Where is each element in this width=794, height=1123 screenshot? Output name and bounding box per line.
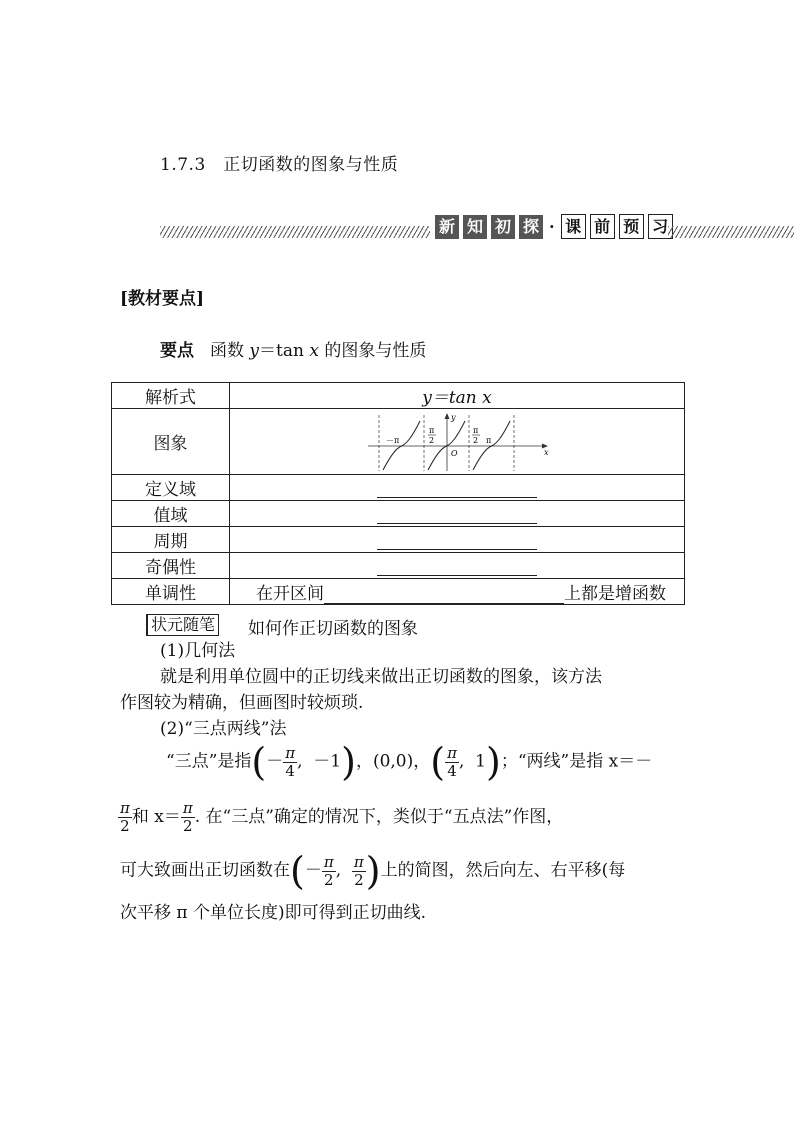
key-point-suffix: 的图象与性质 <box>324 341 427 361</box>
row-key: 图象 <box>112 409 230 475</box>
y-axis-arrow <box>445 413 450 419</box>
label-y: y <box>451 412 456 422</box>
row-key: 单调性 <box>112 579 230 605</box>
answer-blank[interactable] <box>377 507 537 524</box>
answer-cell <box>230 501 685 527</box>
method-2-title: (2)“三点两线”法 <box>160 719 287 739</box>
label-two: 2 <box>429 435 435 445</box>
banner-tag: 探 <box>519 215 543 239</box>
method-2-line-2: $\frac{\pi}{2}$ 和 x＝ $\frac{\pi}{2}$ . 在“三点”确定的情况下，类似于“五点法”作图， <box>120 799 564 835</box>
banner-tag: 课 <box>561 214 586 239</box>
fraction-pi-4: $\frac{\pi}{4}$ <box>285 743 296 780</box>
fraction-pi-2: $\frac{\pi}{2}$ <box>323 852 334 889</box>
note-title: 如何作正切函数的图象 <box>248 619 418 639</box>
formula-x: x <box>309 341 319 361</box>
answer-blank[interactable] <box>377 481 537 498</box>
table-row <box>112 579 685 605</box>
monotonic-suffix: 上都是增函数 <box>564 584 666 604</box>
formula-y: y <box>249 341 260 361</box>
answer-cell <box>230 553 685 579</box>
table-row <box>112 501 685 527</box>
table-row <box>112 527 685 553</box>
answer-blank[interactable] <box>377 559 537 576</box>
banner-hatch-right <box>668 226 794 238</box>
table-row <box>112 409 685 475</box>
label-origin: O <box>451 448 458 458</box>
row-key: 周期 <box>112 527 230 553</box>
row-key: 定义域 <box>112 475 230 501</box>
monotonic-prefix: 在开区间 <box>256 584 324 604</box>
banner-dot: · <box>549 217 555 236</box>
monotonic-cell <box>230 579 685 605</box>
note-tag: 状元随笔 <box>146 614 219 636</box>
banner-tag: 习 <box>648 214 673 239</box>
banner-tag: 前 <box>590 214 615 239</box>
fraction-pi-2: $\frac{\pi}{2}$ <box>353 852 364 889</box>
text: “三点”是指 <box>166 751 252 772</box>
label-neg-half-pi: π <box>429 425 435 435</box>
label-neg-pi: －π <box>386 435 400 445</box>
properties-table <box>111 382 685 605</box>
text: ；“两线”是指 x＝－ <box>500 751 653 772</box>
fraction-pi-2: $\frac{\pi}{2}$ <box>120 799 130 835</box>
method-2-line-1: “三点”是指(－ $\frac{\pi}{4}$ , －1)，(0,0)，( $\frac{\pi}{4}$ , 1)；“两线”是指 x＝－ <box>166 740 653 784</box>
formula: y＝tan x <box>422 388 492 408</box>
method-1-title: (1)几何法 <box>160 641 236 661</box>
fraction-pi-2: $\frac{\pi}{2}$ <box>182 799 193 835</box>
tan-graph <box>362 411 552 473</box>
row-key: 解析式 <box>112 383 230 409</box>
table-row <box>112 553 685 579</box>
label-pi: π <box>486 435 492 445</box>
label-half-pi: π <box>473 425 479 435</box>
method-1-line-1: 就是利用单位圆中的正切线来做出正切函数的图象，该方法 <box>160 667 602 687</box>
label-two: 2 <box>473 435 479 445</box>
materials-heading: [教材要点] <box>120 289 205 309</box>
tan-curve <box>383 421 420 470</box>
method-1-line-2: 作图较为精确，但画图时较烦琐. <box>120 693 364 713</box>
tan-graph-cell <box>230 409 685 475</box>
banner-tag: 知 <box>463 215 487 239</box>
tan-curve <box>473 421 510 470</box>
banner-tag: 初 <box>491 215 515 239</box>
row-key: 值域 <box>112 501 230 527</box>
key-point-prefix: 函数 <box>210 341 244 361</box>
section-title: 1.7.3 正切函数的图象与性质 <box>160 155 399 175</box>
table-row <box>112 383 685 409</box>
answer-cell <box>230 527 685 553</box>
label-x: x <box>544 447 549 457</box>
answer-cell <box>230 475 685 501</box>
method-2-line-3: 可大致画出正切函数在(－ $\frac{\pi}{2}$ , $\frac{\pi}{2}$ )上的简图，然后向左、右平移(每 <box>120 849 626 893</box>
key-point <box>160 336 426 361</box>
table-row <box>112 475 685 501</box>
text: ，(0,0)， <box>355 751 431 772</box>
method-2-line-4: 次平移 π 个单位长度)即可得到正切曲线. <box>120 903 427 923</box>
key-point-label: 要点 <box>160 341 194 361</box>
text: － <box>266 751 284 772</box>
banner-tag: 新 <box>435 215 459 239</box>
formula-mid: ＝tan <box>259 341 304 361</box>
fraction-pi-4: $\frac{\pi}{4}$ <box>447 743 457 780</box>
answer-blank[interactable] <box>377 533 537 550</box>
banner-hatch-left <box>160 226 430 238</box>
section-banner <box>435 214 673 239</box>
answer-blank[interactable] <box>324 587 564 604</box>
row-key: 奇偶性 <box>112 553 230 579</box>
banner-tag: 预 <box>619 214 644 239</box>
row-value-formula <box>230 383 685 409</box>
